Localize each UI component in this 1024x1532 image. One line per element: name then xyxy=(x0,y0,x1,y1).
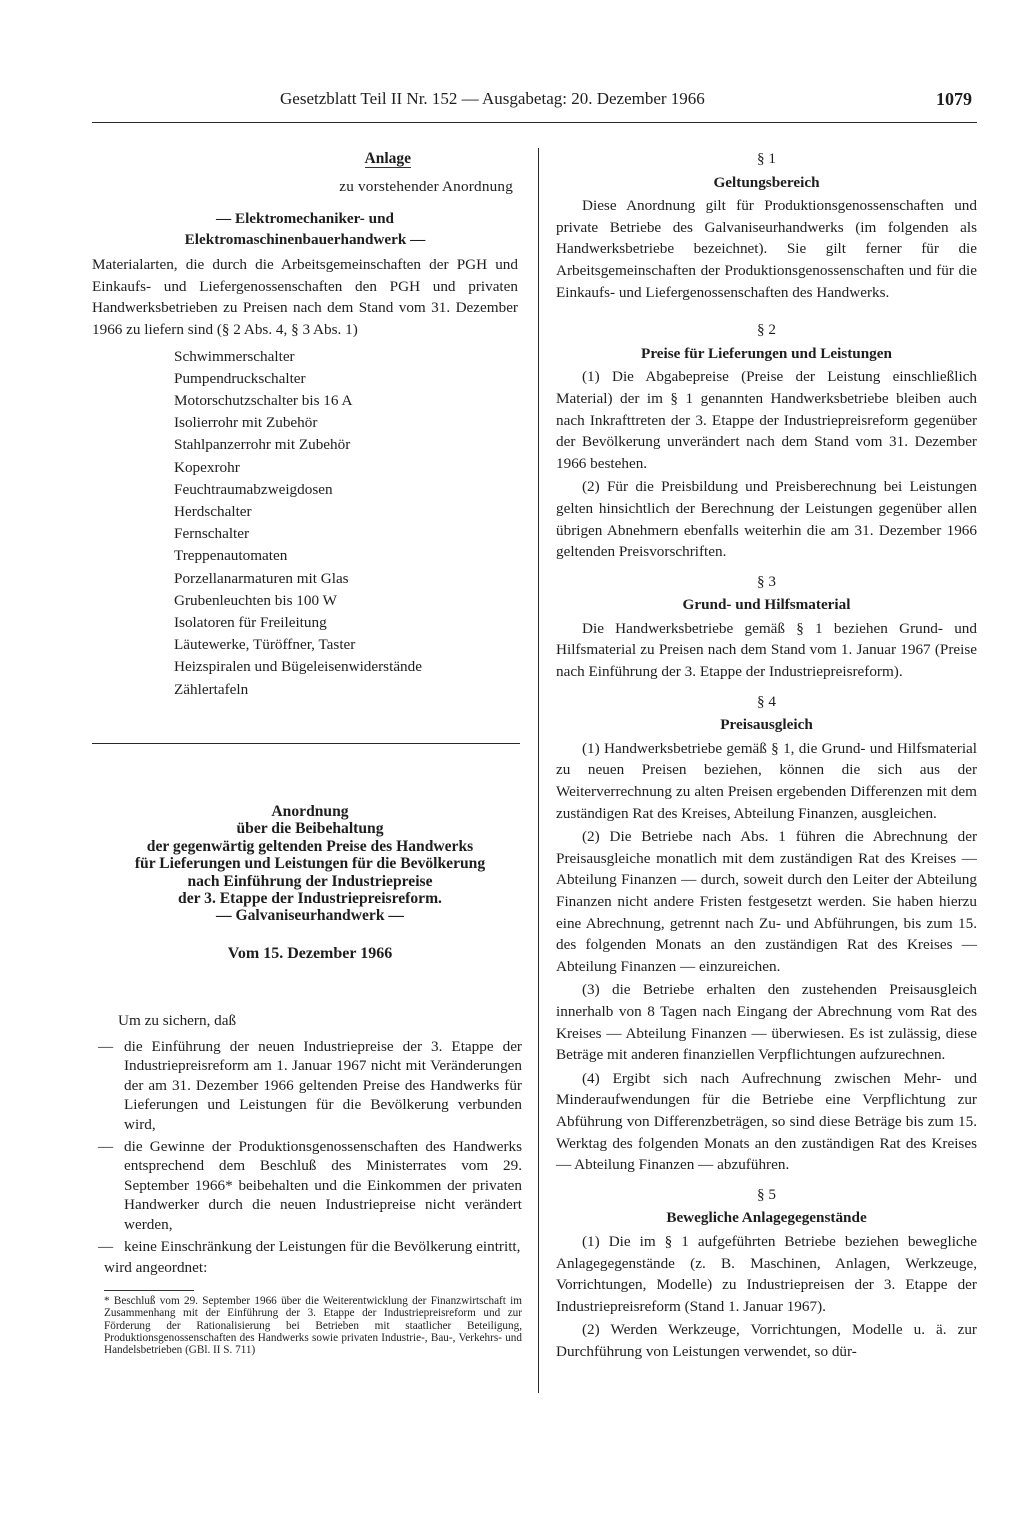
material-item: Heizspiralen und Bügeleisenwiderstände xyxy=(174,658,422,676)
anlage-section xyxy=(92,148,518,701)
paragraph-text: Diese Anordnung gilt für Produktionsgenossenschaften und private Betriebe des Galvaniseurhandwerks (im folgenden als Handwerksbetriebe bezeichnet). Sie gilt ferner für die Arbeitsgemeinschaften der Produktionsgenossenschaften und für die Einkaufs- und Liefergenossenschaften des Handwerks. xyxy=(556,197,977,301)
page-number: 1079 xyxy=(936,89,972,109)
paragraph-number: § 5 xyxy=(757,1185,776,1203)
anlage-heading xyxy=(92,208,518,250)
anordnung-title-line: für Lieferungen und Leistungen für die Bevölkerung xyxy=(134,855,486,873)
paragraph-number: § 4 xyxy=(757,692,776,710)
paragraph-text: (2) Die Betriebe nach Abs. 1 führen die Abrechnung der Preisausgleiche monatlich mit dem zuständigen Rat des Kreises — Abteilung Finanzen — durch, soweit durch den Leiter der Abteilung Finanzen nicht andere Fristen festgesetzt werden. Sie haben hierzu eine Abrechnung, getrennt nach Zu- und Abführungen, bis zum 15. des folgenden Monats an den zuständigen Rat des Kreises — Abteilung Finanzen — einzureichen. xyxy=(556,828,977,975)
footnote: * Beschluß vom 29. September 1966 über die Weiterentwicklung der Finanzwirtschaft im Zusammenhang mit der Einführung der 3. Etappe der Industriepreisreform und zur Förderung der Rationalisierung bei Betrieben mit staatlicher Beteiligung, Produktionsgenossenschaften des Handwerks sowie privaten Industrie-, Bau-, Verkehrs- und Handelsbetrieben (GBl. II S. 711) xyxy=(104,1294,522,1357)
anlage-heading-line-2: Elektromaschinenbauerhandwerk — xyxy=(184,231,426,249)
anlage-subtitle: zu vorstehender Anordnung xyxy=(339,177,513,195)
material-item: Läutewerke, Türöffner, Taster xyxy=(174,636,356,654)
paragraph-title: Geltungsbereich xyxy=(713,173,820,191)
page-header xyxy=(280,89,980,115)
anordnung-title-line: der gegenwärtig geltenden Preise des Handwerks xyxy=(146,837,474,855)
paragraph-1 xyxy=(556,148,977,303)
paragraph-3 xyxy=(556,571,977,683)
anlage-heading-line-1: — Elektromechaniker- und xyxy=(215,210,395,228)
paragraph-title: Preise für Lieferungen und Leistungen xyxy=(641,344,892,362)
preamble-item xyxy=(92,1137,522,1235)
paragraphs-column xyxy=(556,148,977,1362)
preamble-opening: Um zu sichern, daß xyxy=(118,1012,237,1029)
material-item: Zählertafeln xyxy=(174,680,249,698)
material-item: Porzellanarmaturen mit Glas xyxy=(174,569,349,587)
material-item: Feuchtraumabzweigdosen xyxy=(174,480,333,498)
anordnung-preamble xyxy=(92,1011,522,1357)
dash-marker: — xyxy=(98,1037,114,1055)
anordnung-title-line: der 3. Etappe der Industriepreisreform. xyxy=(178,890,442,908)
preamble-item-text: die Gewinne der Produktionsgenossenschaften des Handwerks entsprechend dem Beschluß des Ministerrates vom 29. September 1966* beibehalten und die Einkommen der privaten Handwerker durch die neuen Industriepreise nicht verändert werden, xyxy=(124,1137,522,1233)
preamble-item-text: keine Einschränkung der Leistungen für die Bevölkerung eintritt, xyxy=(124,1237,521,1255)
paragraph-text: (4) Ergibt sich nach Aufrechnung zwischen Mehr- und Minderaufwendungen für die Betriebe eine Verpflichtung zur Abführung von Differenzbeträgen, so sind diese Beträge bis zum 15. Werktag des folgenden Monats an den zuständigen Rat des Kreises — Abteilung Finanzen — abzuführen. xyxy=(556,1069,977,1174)
anordnung-title-line: Anordnung xyxy=(271,803,349,820)
column-divider xyxy=(538,148,539,1393)
material-item: Motorschutzschalter bis 16 A xyxy=(174,391,353,409)
dash-marker: — xyxy=(98,1137,114,1155)
material-item: Kopexrohr xyxy=(174,458,240,476)
preamble-list xyxy=(92,1037,522,1257)
paragraph-text: (2) Werden Werkzeuge, Vorrichtungen, Modelle u. ä. zur Durchführung von Leistungen verwendet, so dür- xyxy=(556,1321,977,1360)
paragraph-text: (1) Handwerksbetriebe gemäß § 1, die Grund- und Hilfsmaterial zu neuen Preisen beziehen, können die sich aus der Weiterverrechnung zu alten Preisen ergebenden Differenzen mit dem zuständigen Rat des Kreises, Abteilung Finanzen, ausgleichen. xyxy=(556,739,977,822)
anordnung-date: Vom 15. Dezember 1966 xyxy=(227,944,393,962)
gazette-title: Gesetzblatt Teil II Nr. 152 — Ausgabetag: 20. Dezember 1966 xyxy=(280,89,705,108)
material-item: Herdschalter xyxy=(174,502,252,520)
paragraph-text: (1) Die im § 1 aufgeführten Betriebe beziehen bewegliche Anlagegegenstände (z. B. Maschinen, Anlagen, Werkzeuge, Vorrichtungen, Modelle) zu Industriepreisen der 3. Etappe der Industriepreisreform (Stand 1. Januar 1967). xyxy=(556,1232,977,1315)
anordnung-title-line: — Galvaniseurhandwerk — xyxy=(215,907,405,925)
preamble-item xyxy=(92,1237,522,1257)
paragraph-text: (1) Die Abgabepreise (Preise der Leistung einschließlich Material) der im § 1 genannten Handwerksbetriebe bleiben auch nach Inkrafttreten der 3. Etappe der Industriepreisreform gegenüber der Bevölkerung unverändert nach dem Stand vom 31. Dezember 1966 bestehen. xyxy=(556,368,977,472)
preamble-item xyxy=(92,1037,522,1135)
paragraph-number: § 2 xyxy=(757,321,776,339)
material-item: Pumpendruckschalter xyxy=(174,369,306,387)
paragraph-4 xyxy=(556,691,977,1176)
material-item: Schwimmerschalter xyxy=(174,347,295,365)
footnote-rule xyxy=(104,1290,194,1291)
header-rule xyxy=(92,122,977,123)
paragraph-text: (3) die Betriebe erhalten den zustehenden Preisausgleich innerhalb von 8 Tagen nach Eingang der Abrechnung vom Rat des Kreises — Abteilung Finanzen — überwiesen. Es ist zulässig, diese Beträge mit anderen finanziellen Verpflichtungen aufzurechnen. xyxy=(556,981,977,1064)
paragraph-title: Grund- und Hilfsmaterial xyxy=(682,596,851,614)
material-item: Isolatoren für Freileitung xyxy=(174,614,327,631)
anordnung-title-line: über die Beibehaltung xyxy=(236,820,384,838)
paragraph-title: Preisausgleich xyxy=(720,716,813,734)
anlage-title: Anlage xyxy=(364,150,411,167)
anordnung-title-block xyxy=(92,803,528,962)
paragraph-number: § 3 xyxy=(757,572,776,590)
dash-marker: — xyxy=(98,1237,114,1255)
anordnung-title-line: nach Einführung der Industriepreise xyxy=(187,872,433,890)
paragraph-number: § 1 xyxy=(757,150,776,167)
material-item: Stahlpanzerrohr mit Zubehör xyxy=(174,436,351,454)
paragraph-text: (2) Für die Preisbildung und Preisberechnung bei Leistungen gelten hinsichtlich der Berechnung der Leistungen gegenüber allen übrigen Abnehmern ebenfalls weiterhin die am 31. Dezember 1966 geltenden Preisvorschriften. xyxy=(556,478,977,561)
material-item: Isolierrohr mit Zubehör xyxy=(174,414,318,432)
paragraph-2 xyxy=(556,319,977,563)
paragraph-text: Die Handwerksbetriebe gemäß § 1 beziehen Grund- und Hilfsmaterial zu Preisen nach dem Stand vom 1. Januar 1967 (Preise nach Einführung der 3. Etappe der Industriepreisreform). xyxy=(556,619,977,681)
material-item: Treppenautomaten xyxy=(174,547,288,565)
anlage-intro: Materialarten, die durch die Arbeitsgemeinschaften der PGH und Einkaufs- und Liefergenossenschaften den PGH und privaten Handwerksbetrieben zu Preisen nach dem Stand vom 31. Dezember 1966 zu liefern sind (§ 2 Abs. 4, § 3 Abs. 1) xyxy=(92,256,518,338)
preamble-closing: wird angeordnet: xyxy=(104,1259,208,1277)
material-item: Grubenleuchten bis 100 W xyxy=(174,591,337,609)
section-separator xyxy=(92,743,520,744)
material-list xyxy=(92,346,518,701)
material-item: Fernschalter xyxy=(174,525,250,543)
paragraph-5 xyxy=(556,1184,977,1363)
preamble-item-text: die Einführung der neuen Industriepreise der 3. Etappe der Industriepreisreform am 1. Januar 1967 nicht mit Veränderungen der am 31. Dezember 1966 geltenden Preise des Handwerks für Lieferungen und Leistungen für die Bevölkerung verbunden wird, xyxy=(124,1037,522,1133)
paragraph-title: Bewegliche Anlagegegenstände xyxy=(666,1209,867,1227)
